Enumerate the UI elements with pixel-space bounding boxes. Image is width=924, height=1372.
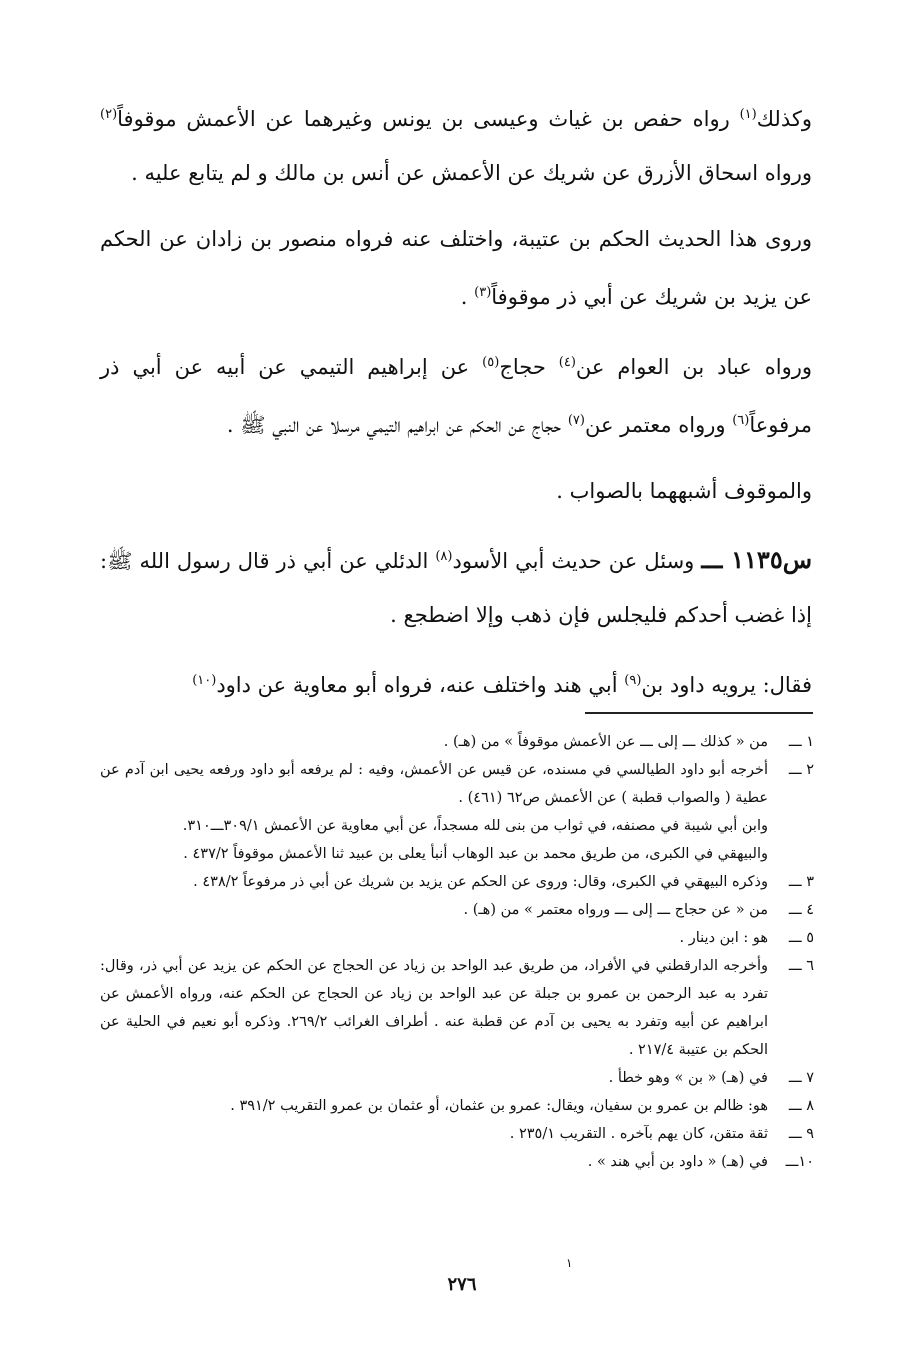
footnote-divider — [585, 712, 813, 714]
paragraph — [100, 212, 812, 324]
footnote-number: ٩ ـــ — [788, 1126, 814, 1142]
footnotes — [100, 728, 814, 1176]
paragraph — [100, 464, 812, 518]
footnote-ref: (٢) — [100, 107, 118, 122]
text-run: . — [460, 285, 475, 309]
footnote-ref: (١) — [739, 107, 757, 122]
footnote-ref: (٣) — [474, 285, 492, 300]
footnote-ref: (٦) — [732, 413, 750, 428]
text-run: وكذلك — [756, 107, 812, 131]
footnote — [100, 896, 814, 924]
text-run: وسئل عن حديث أبي الأسود — [452, 549, 702, 573]
text-run: والموقوف أشبههما بالصواب . — [556, 479, 812, 503]
footnote-ref: (١٠) — [192, 673, 217, 688]
footnote-ref: (٩) — [624, 673, 642, 688]
footnote-text: في (هـ) « داود بن أبي هند » . — [587, 1154, 768, 1170]
text-run: رواه حفص بن غياث وعيسى بن يونس وغيرهما عن الأعمش موقوفاً — [117, 107, 740, 131]
footnote-ref: (٨) — [435, 549, 453, 564]
text-run: حجاج — [499, 355, 559, 379]
stray-mark: ١ — [566, 1256, 573, 1270]
footnote-number: ٣ ـــ — [788, 874, 814, 890]
footnote-text: هو : ابن دينار . — [679, 930, 768, 946]
footnote — [100, 1064, 814, 1092]
footnote-ref: (٤) — [558, 355, 576, 370]
footnote-ref: (٥) — [482, 355, 500, 370]
footnote — [100, 728, 814, 756]
footnote-text: هو: ظالم بن عمرو بن سفيان، ويقال: عمرو بن عثمان، أو عثمان بن عمرو التقريب ٣٩١/٢ . — [230, 1098, 768, 1114]
page-number: ٢٧٦ — [447, 1274, 477, 1295]
text-run: حجاج عن الحكم عن ابراهيم التيمي مرسلا عن النبي ﷺ . — [226, 413, 568, 437]
footnote-number: ١ ـــ — [788, 734, 814, 750]
footnote-text: أخرجه أبو داود الطيالسي في مسنده، عن قيس عن الأعمش، وفيه : لم يرفعه أبو داود ورفعه يحيى ابن آدم عن عطية ( والصواب قطبة ) عن الأعمش ص٦٢ (٤٦١) . — [100, 762, 768, 806]
footnote-number: ٧ ـــ — [788, 1070, 814, 1086]
text-run: أبي هند واختلف عنه، فرواه أبو معاوية عن داود — [216, 673, 625, 697]
question-label: س١١٣٥ ـــ — [701, 545, 812, 574]
footnote-text: من « عن حجاج ـــ إلى ـــ ورواه معتمر » من (هـ) . — [463, 902, 768, 918]
text-run: ورواه اسحاق الأزرق عن شريك عن الأعمش عن أنس بن مالك و لم يتابع عليه . — [131, 161, 812, 185]
paragraph — [100, 654, 812, 712]
footnote-ref: (٧) — [567, 413, 585, 428]
footnote-text: في (هـ) « بن » وهو خطأ . — [608, 1070, 768, 1086]
footnote-number: ٨ ـــ — [788, 1098, 814, 1114]
text-run: الدئلي عن أبي ذر قال رسول الله ﷺ: إذا غضب أحدكم فليجلس فإن ذهب وإلا اضطجع . — [100, 549, 812, 627]
footnote-text: وابن أبي شيبة في مصنفه، في ثواب من بنى لله مسجداً، عن أبي معاوية عن الأعمش ٣٠٩/١ـــ٣١٠. — [182, 818, 768, 834]
paragraph — [100, 336, 812, 452]
footnote — [100, 756, 814, 812]
footnote — [100, 924, 814, 952]
footnote-number: ٥ ـــ — [788, 930, 814, 946]
footnote-number: ٦ ـــ — [788, 958, 814, 974]
footnote — [100, 1120, 814, 1148]
footnote — [100, 952, 814, 1064]
paragraph — [100, 530, 812, 642]
footnote — [100, 840, 814, 868]
footnote — [100, 1148, 814, 1176]
footnote-number — [768, 840, 814, 868]
paragraph — [100, 88, 812, 200]
footnote-text: والبيهقي في الكبرى، من طريق محمد بن عبد الوهاب أنبأ يعلى بن عبيد ثنا الأعمش موقوفاً ٤٣٧/٢ . — [183, 846, 768, 862]
footnote — [100, 1092, 814, 1120]
footnote-number: ٢ ـــ — [788, 762, 814, 778]
text-run: عن إبراهيم التيمي عن أبيه عن أبي ذر مرفوعاً — [100, 355, 812, 437]
footnote-text: من « كذلك ـــ إلى ـــ عن الأعمش موقوفاً » من (هـ) . — [443, 734, 768, 750]
footnote-text: وأخرجه الدارقطني في الأفراد، من طريق عبد الواحد بن زياد عن الحجاج عن الحكم عن يزيد عن أبي ذر، وقال: تفرد به عبد الرحمن بن عمرو بن جبلة عن عبد الواحد بن زياد عن الحجاج عن الحكم عنه، ورواه الأعمش عن ابراهيم عن أبيه وتفرد به يحيى بن آدم عن قطبة عنه . أطراف الغرائب ٢٦٩/٢. وذكره أبو نعيم في الحلية عن الحكم بن عتيبة ٢١٧/٤ . — [100, 958, 768, 1058]
text-run: ورواه معتمر عن — [584, 413, 733, 437]
footnote — [100, 868, 814, 896]
text-run: وروى هذا الحديث الحكم بن عتيبة، واختلف عنه فرواه منصور بن زادان عن الحكم عن يزيد بن شريك عن أبي ذر موقوفاً — [100, 227, 812, 309]
text-run: ورواه عباد بن العوام عن — [575, 355, 812, 379]
footnote — [100, 812, 814, 840]
main-text — [100, 88, 812, 724]
footnote-number — [768, 812, 814, 840]
text-run: فقال: يرويه داود بن — [641, 673, 812, 697]
footnote-number: ١٠ـــ — [785, 1154, 814, 1170]
footnote-number: ٤ ـــ — [788, 902, 814, 918]
footnote-text: وذكره البيهقي في الكبرى، وقال: وروى عن الحكم عن يزيد بن شريك عن أبي ذر مرفوعاً ٤٣٨/٢ . — [193, 874, 768, 890]
footnote-text: ثقة متقن، كان يهم بآخره . التقريب ٢٣٥/١ . — [509, 1126, 768, 1142]
